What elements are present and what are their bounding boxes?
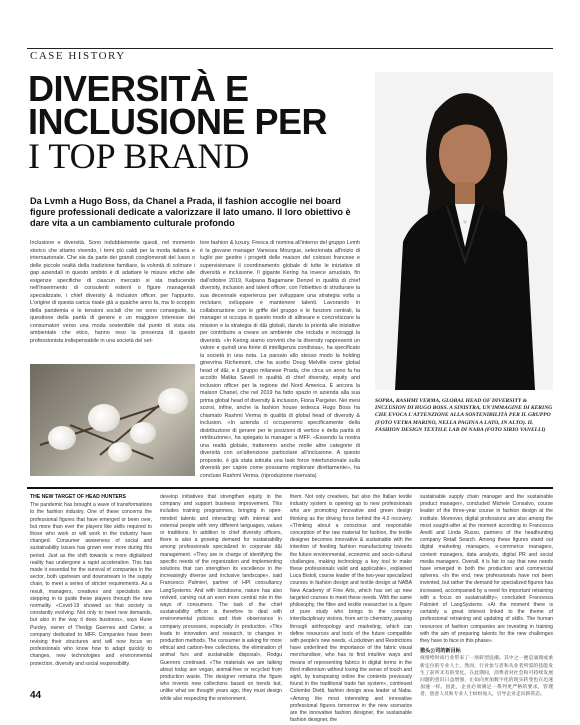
- english-text-4: sustainable supply chain manager and the sustainable product manager», concluded Michele Consalvo, course leader of the three-year course in fashion design at the institute. Moreover, digital professions are also among the most sought-after at the moment according to Francesca Anelli and Linda Russo, partners of the headhunting company Retail Search. Among these figures stand out digital marketing managers, e-commerce managers, content managers, data analysts, digital PR and social media managers. Overall, it is fair to say that new needs have emerged in both the production and commercial spheres. «In the end, new professionals have not been invented, but rather the demand for specialized figures has increased, accompanied by a need for important retraining with a focus on sustainability», concluded Francesca Palmieri of LangSystems. «At the moment there is certainly a great interest linked to the theme of professional retraining and updating of skills. The human resources of fashion companies are investing in training with the aim of preparing talents for the new challenges they have to face in this phase».: [420, 494, 553, 645]
- headline-line-3: I TOP BRAND: [28, 136, 250, 177]
- cotton-branch-photo: [30, 364, 195, 476]
- portrait-illustration: [375, 72, 553, 390]
- page-number: 44: [30, 690, 42, 701]
- english-column-2: develop initiatives that strengthen equity in the company and support business improvement. This includes training programmes, bringing in open-minded talents and interacting with internal and external people with very different languages, values or traditions. In addition to chief diversity officers, there is also a growing demand for sustainability among professionals specialized in corporate d&i management. «They are in charge of identifying the specific needs of the organization and implementing solutions that can strengthen its excellence in the increasingly diverse and inclusive landscape», said Francesco Palmieri, partner of HPI consultancy LangSystems. And with lockdowns, nature has also revived, carving out an even more central role in the ways of consumers. The task of the chief sustainability officer is therefore to deal with environmental policies and their observance in company processes, especially in production. «This leads to innovation and research, to changes in production methods. The consumer is asking for more ethical and carbon-free collections, the elimination of animal furs and sustainable disposal», Rodgu Guerrero continued. «The materials we are talking about today are vegan, animal-free or recycled from production waste. The designer remains the figure who invents new collections based on trends but, unlike what we thought years ago, they must design while also respecting the environment.: [160, 494, 282, 702]
- headline-line-1: DIVERSITÀ E: [28, 68, 249, 109]
- section-label: CASE HISTORY: [30, 50, 126, 62]
- section-divider: [27, 487, 553, 489]
- english-column-4: [420, 494, 553, 698]
- body-column-2: tore fashion & luxury. Fresca di nomina all'interno del gruppo Lvmh è la giovane manager Vanessa Mourgue, selezionata all'inizio di luglio per gestire i progetti delle maison del colosso francese e supervisionare il coordinamento globale di tutte le iniziative di diversità e inclusione. Il gigante Kering ha invece arruolato, fin dall'ottobre 2019, Kalpana Bagamane Denzel in qualità di chief diversity, inclusion and talent officer, con l'obiettivo di strutturare la sua decennale esperienza per sviluppare una strategia volta a reclutare, sviluppare e mantenere talenti. Lavorando in collaborazione con le griffe del gruppo e le funzioni centrali, la manager si occupa in questo modo di allineare e concretizzare la mission e la strategia di d&i globali, dando la priorità alle iniziative per contribuire a creare un ambiente che includa e incoraggi la diversità. «In Kering siamo convinti che la diversity rappresenti un valore e quindi una fonte di intelligenza condivisa», ha specificato la società in una nota. La parsalo allo stesso modo la holding ginevrina Richemont, che ha scelto Doug Melville come global head of d&i, e il gruppo milanese Prada, che circa un anno fa ha accolto Malika Savell in qualità di chief diversity, equity and inclusion officer per la regione del Nord America. È ancora la maison Chanel, che nel 2019 ha fatto spazio in azienda alla sua prima global head of diversity & inclusion, Fiona Pargeter. Nei mesi scorsi, infine, anche la fashion house tedesca Hugo Boss ha chiamato Rashmi Verma in qualità di global head of diversity & inclusion. «In azienda ci occuperemo specificamente della distribuzione di genere per le posizioni di vertice e della parità di retribuzione», ha spiegato la manager a MFF. «Essendo la nostra una realtà globale, tratteremo anche molte altre categorie di diversità con un'attenzione particolare all'inclusione. A questo proposito, è già stata istituita una task force interfunzionale sulla diversità per capire come possiamo migliorare direttamente», ha concluso Rashmi Verma. (riproduzione riservata): [200, 240, 360, 479]
- english-column-1: [30, 494, 152, 676]
- headline-line-2: INCLUSIONE PER: [28, 101, 328, 143]
- standfirst: Da Lvmh a Hugo Boss, da Chanel a Prada, il fashion accoglie nei board figure professionali dedicate a valorizzare il lato umano. Il loro obiettivo è dare vita a un cambiamento culturale profondo: [30, 196, 351, 229]
- chinese-subheading: 猎头公司的新目标: [420, 648, 461, 655]
- body-column-1: Inclusione e diversità. Sono indubbiamente questi, nel momento storico che stiamo vivendo, i temi più caldi per la moda italiana e internazionale. Che sia da parte dei grandi conglomerati del lusso o delle piccole realtà della tradizione familiare, la volontà di colmare i gap aziendali in questo ambito è di adattare le misure etiche alle esigenze specifiche di ciascun mercato si sta traducendo nell'inserimento di consulenti esterni o figure manageriali specializzate, i chief diversity & inclusion officer, per l'appunto. L'origine di questa carica risale già a qualche anno fa, ma lo scoppio della pandemia e le tensioni sociali che ne sono conseguite, la questione della parità di genere e un maggiore interesse dei consumatori verso una moda sostenibile dal punto di vista sia ambientale che etico, hanno reso la presenza di questo professionista indispensabile in una società del set-: [30, 240, 195, 344]
- english-text-1: The pandemic has brought a wave of transformations to the fashion industry. One of these concerns the professional figures that have emerged or been over, but more than ever the players like skills required to those who work or will work in the industry have changed. Consumer awareness of social and sustainability issues has grown ever more during this period. Just as the shift towards a more digitalized reality has undergone a rapid acceleration. This has made it essential for the survival of companies in the sector, both upstream and downstream in the supply chain, to meet a series of stricter requirements. As a result, managers, creatives and specialists are stepping in to guide these players through the new normality. «Covid-19 showed us that society is constantly evolving. Not only to meet new demands, but also in the way it does business», says Hune Purdey, owner of Thedgy Guernes and Carter, a company dedicated to MFF. Companies have been revising their structures and will now focus on professionals who know how to adapt quickly to changes, new technologies and environmental protection, diversity and social responsibility.: [30, 502, 152, 667]
- chinese-text: 疫情给时尚行业带来了一场转型浪潮。其中之一便是涌现或重新定位的专业人士。然而，行业参与者和从业者所需的技能发生了前所未有的变化。在此期间，消费者对社会和可持续发展问题的意识日益增强，正如向更加数字化的现实转变也在迅速加速一样。因此，企业必须满足一系列更严格的要求，管理者、创意人员和专业人士纷纷加入，引导企业走向新常态。: [420, 656, 553, 698]
- english-subheading: THE NEW TARGET OF HEAD HUNTERS: [30, 494, 126, 500]
- english-column-3: them. Not only creatives, but also the Italian textile industry system is opening up to new professionals who are promoting innovative and green design thinking as the driving force behind the 4.0 recovery. «Thinking about a conscious and responsible conception of the raw material for fashion, the textile designer becomes innovative & sustainable with the intention of feeding fashion manufacturing towards the future environmental, economic and socio-cultural challenges, making technology a key tool to make these professionals valid and applicable», explained Luca Bistoli, course leader of the two-year specialized courses in fashion design and textile design at NABA New Academy of Fine Arts, which has set up new targeted courses to meet these needs. With the same philosophy, the fibre and textile researcher is a figure of pure study who brings to the company interdisciplinary visions, from art to chemistry, passing through anthropology and marketing, which can define resources and tools of the future compatible with people's new needs. «Lockdown and Restrictions have underlined the importance of the fabric visual merchandiser, who has to find intuitive ways and means of representing fabrics in digital terms in the third millennium without losing the sense of touch and sight, by transposing online the contents previously found in the traditional trade fair system», continued Colombo Dietti, fashion design area leader at Naba. «Among the most interesting and innovative professional figures tomorrow in the new scenarios are the innovative fashion designer, the sustainable fashion designer, the: [290, 494, 412, 724]
- top-rule: [27, 48, 553, 49]
- headline: [28, 68, 358, 177]
- photo-caption: SOPRA, RASHMI VERMA, GLOBAL HEAD OF DIVERSITY & INCLUSION DI HUGO BOSS. A SINISTRA, UN'IMMAGINE DI KERING CHE EVOCA L'ATTENZIONE ALLA SOSTENIBILITÀ PER IL GRUPPO (FOTO VETRA MARINO, NELLA PAGINA A LATO, IN ALTO). IL FASHION DESIGN TEXTILE LAB DI NABA (FOTO SIRIO VANELLI): [375, 398, 553, 433]
- portrait-photo: [375, 72, 553, 390]
